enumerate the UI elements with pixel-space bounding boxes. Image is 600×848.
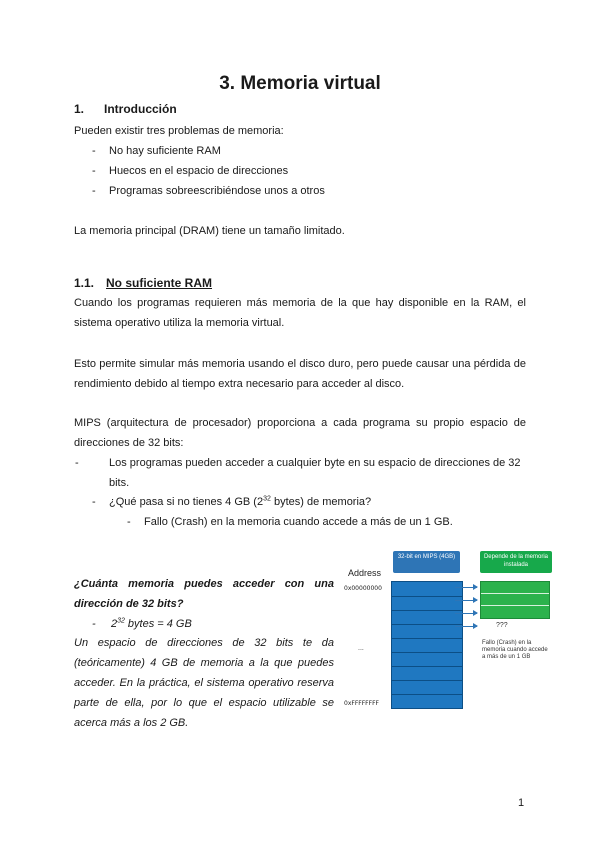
section-number: 1.	[74, 102, 85, 116]
installed-memory-block	[480, 581, 550, 619]
paragraph: Cuando los programas requieren más memoria de la que hay disponible en la RAM, el sistema operativo utiliza la memoria virtual.	[74, 297, 526, 329]
list-item: - Programas sobreescribiéndose unos a otros	[92, 185, 325, 197]
section-title: Introducción	[104, 102, 177, 116]
section-number: 1.1.	[74, 276, 95, 290]
arrow-icon	[455, 587, 477, 588]
unknown-label: ???	[496, 622, 508, 629]
list-item: - Huecos en el espacio de direcciones	[92, 165, 289, 177]
address-start: 0x00000000	[344, 585, 382, 592]
address-ellipsis: ...	[358, 645, 364, 652]
crash-note: Fallo (Crash) en la memoria cuando accede a más de un 1 GB	[482, 640, 548, 660]
memory-question-block	[74, 575, 334, 733]
list-item: - No hay suficiente RAM	[92, 145, 221, 157]
list-item: - ¿Qué pasa si no tienes 4 GB ($2^{32}$ bytes) de memoria?	[92, 495, 372, 508]
mips-header: 32-bit en MIPS (4GB)	[393, 551, 460, 573]
address-label: Address	[348, 568, 382, 578]
paragraph: MIPS (arquitectura de procesador) proporciona a cada programa su propio espacio de direcciones de 32 bits:	[74, 417, 526, 449]
section-heading-ram	[74, 275, 212, 291]
arrow-icon	[455, 626, 477, 627]
intro-text: Pueden existir tres problemas de memoria:	[74, 125, 284, 137]
paragraph: Esto permite simular más memoria usando el disco duro, pero puede causar una pérdida de rendimiento debido al tiempo extra necesario para acceder al disco.	[74, 358, 526, 390]
memory-diagram	[343, 551, 555, 711]
address-space-column	[391, 581, 463, 709]
question-text: ¿Cuánta memoria puedes acceder con una dirección de 32 bits?	[74, 578, 334, 610]
explanation-text: Un espacio de direcciones de 32 bits te da (teóricamente) 4 GB de memoria a la que puedes acceder. En la práctica, el sistema operativo reserva parte de ella, por lo que el espacio utilizable se acerca más a los 2 GB.	[74, 637, 334, 729]
list-item: - $2^{32}$ bytes = 4 GB	[92, 616, 192, 630]
sub-list-item: - Fallo (Crash) en la memoria cuando accede a más de un 1 GB.	[127, 516, 453, 528]
dram-text: La memoria principal (DRAM) tiene un tamaño limitado.	[74, 225, 345, 237]
section-title: No suficiente RAM	[106, 276, 213, 290]
page-title: 3. Memoria virtual	[219, 73, 381, 94]
installed-memory-header: Depende de la memoria instalada	[480, 551, 552, 573]
section-heading-intro	[74, 101, 177, 117]
list-item: - Los programas pueden acceder a cualquier byte en su espacio de direcciones de 32 bits.	[75, 457, 521, 489]
address-end: 0xFFFFFFFF	[344, 700, 379, 707]
arrow-icon	[455, 613, 477, 614]
page-number: 1	[518, 797, 525, 809]
arrow-icon	[455, 600, 477, 601]
